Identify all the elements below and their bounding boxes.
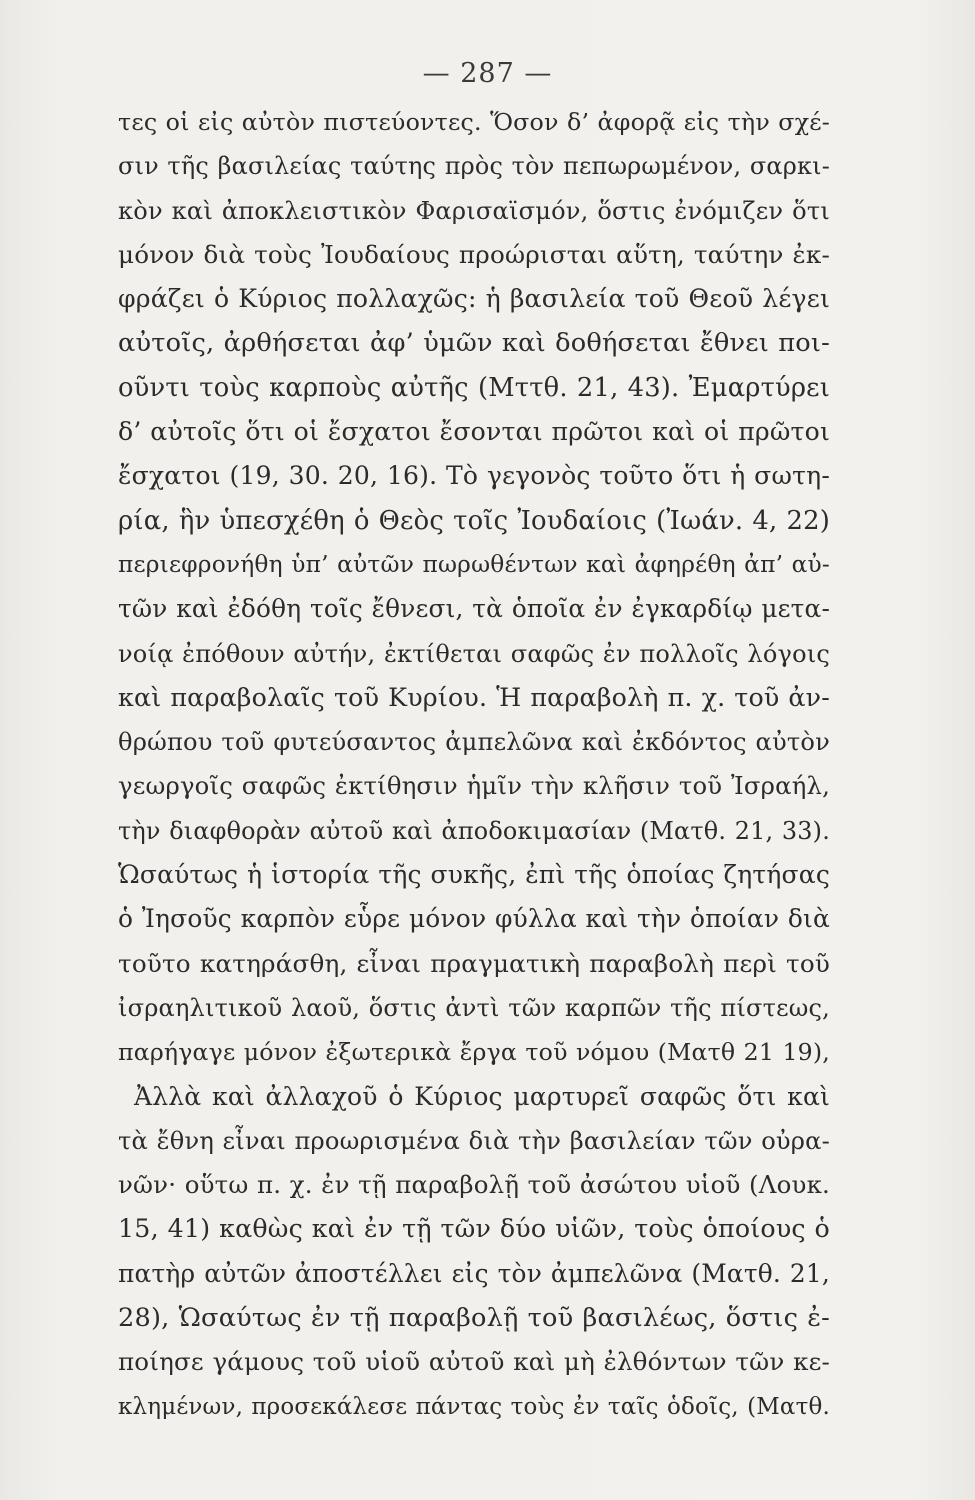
text-line: ποίησε γάμους τοῦ υἱοῦ αὐτοῦ καὶ μὴ ἐλθόντων τῶν κε- <box>118 1347 830 1377</box>
text-line: κλημένων, προσεκάλεσε πάντας τοὺς ἐν ταῖς ὁδοῖς, (Ματθ. <box>118 1393 830 1420</box>
text-line: τὰ ἔθνη εἶναι προωρισμένα διὰ τὴν βασιλείαν τῶν οὐρα- <box>118 1126 830 1155</box>
text-line: μόνον διὰ τοὺς Ἰουδαίους προώρισται αὕτη, ταύτην ἐκ- <box>118 239 830 269</box>
text-line: τοῦτο κατηράσθη, εἶναι πραγματικὴ παραβολὴ περὶ τοῦ <box>118 948 830 978</box>
text-line: τες οἱ εἰς αὐτὸν πιστεύοντες. Ὅσον δ’ ἀφορᾷ εἰς τὴν σχέ- <box>118 108 830 136</box>
body-text <box>118 100 830 1429</box>
text-line: τὴν διαφθορὰν αὐτοῦ καὶ ἀποδοκιμασίαν (Ματθ. 21, 33). <box>118 816 830 845</box>
text-line: Ἀλλὰ καὶ ἀλλαχοῦ ὁ Κύριος μαρτυρεῖ σαφῶς ὅτι καὶ <box>134 1081 830 1111</box>
text-line: περιεφρονήθη ὑπ’ αὐτῶν πωρωθέντων καὶ ἀφηρέθη ἀπ’ αὐ- <box>118 550 830 578</box>
text-line: φράζει ὁ Κύριος πολλαχῶς: ἡ βασιλεία τοῦ Θεοῦ λέγει <box>118 284 830 314</box>
text-line: Ὡσαύτως ἡ ἱστορία τῆς συκῆς, ἐπὶ τῆς ὁποίας ζητήσας <box>118 860 830 890</box>
text-line: νῶν· οὕτω π. χ. ἐν τῇ παραβολῇ τοῦ ἀσώτου υἱοῦ (Λουκ. <box>118 1170 830 1200</box>
text-line: ἔσχατοι (19, 30. 20, 16). Τὸ γεγονὸς τοῦτο ὅτι ἡ σωτη- <box>118 461 830 491</box>
text-line: ρία, ἣν ὑπεσχέθη ὁ Θεὸς τοῖς Ἰουδαίοις (Ἰωάν. 4, 22) <box>118 505 830 536</box>
page-number-header: — 287 — <box>422 58 553 89</box>
text-line: δ’ αὐτοῖς ὅτι οἱ ἔσχατοι ἔσονται πρῶτοι καὶ οἱ πρῶτοι <box>118 417 830 447</box>
text-line: νοίᾳ ἐπόθουν αὐτήν, ἐκτίθεται σαφῶς ἐν πολλοῖς λόγοις <box>118 639 830 668</box>
text-line: θρώπου τοῦ φυτεύσαντος ἀμπελῶνα καὶ ἐκδόντος αὐτὸν <box>118 728 830 757</box>
text-line: ἰσραηλιτικοῦ λαοῦ, ὅστις ἀντὶ τῶν καρπῶν τῆς πίστεως, <box>118 993 830 1022</box>
text-line: τῶν καὶ ἐδόθη τοῖς ἔθνεσι, τὰ ὁποῖα ἐν ἐγκαρδίῳ μετα- <box>118 594 830 624</box>
text-line: οῦντι τοὺς καρποὺς αὐτῆς (Μττθ. 21, 43). Ἐμαρτύρει <box>118 372 830 403</box>
text-line: γεωργοῖς σαφῶς ἐκτίθησιν ἡμῖν τὴν κλῆσιν τοῦ Ἰσραήλ, <box>118 771 830 801</box>
text-line: πατὴρ αὐτῶν ἀποστέλλει εἰς τὸν ἀμπελῶνα (Ματθ. 21, <box>118 1258 830 1288</box>
text-line: αὐτοῖς, ἀρθήσεται ἀφ’ ὑμῶν καὶ δοθήσεται ἔθνει ποι- <box>118 328 830 359</box>
text-line: 28), Ὡσαύτως ἐν τῇ παραβολῇ τοῦ βασιλέως, ὅστις ἐ- <box>118 1303 830 1334</box>
text-line: καὶ παραβολαῖς τοῦ Κυρίου. Ἡ παραβολὴ π. χ. τοῦ ἀν- <box>118 682 830 712</box>
text-line: κὸν καὶ ἀποκλειστικὸν Φαρισαϊσμόν, ὅστις ἐνόμιζεν ὅτι <box>118 196 830 225</box>
text-line: σιν τῆς βασιλείας ταύτης πρὸς τὸν πεπωρωμένον, σαρκι- <box>118 152 830 181</box>
text-line: 15, 41) καθὼς καὶ ἐν τῇ τῶν δύο υἱῶν, τοὺς ὁποίους ὁ <box>118 1214 830 1244</box>
text-line: ὁ Ἰησοῦς καρπὸν εὗρε μόνον φύλλα καὶ τὴν ὁποίαν διὰ <box>118 904 830 934</box>
text-line: παρήγαγε μόνον ἐξωτερικὰ ἔργα τοῦ νόμου (Ματθ 21 19), <box>118 1038 830 1067</box>
